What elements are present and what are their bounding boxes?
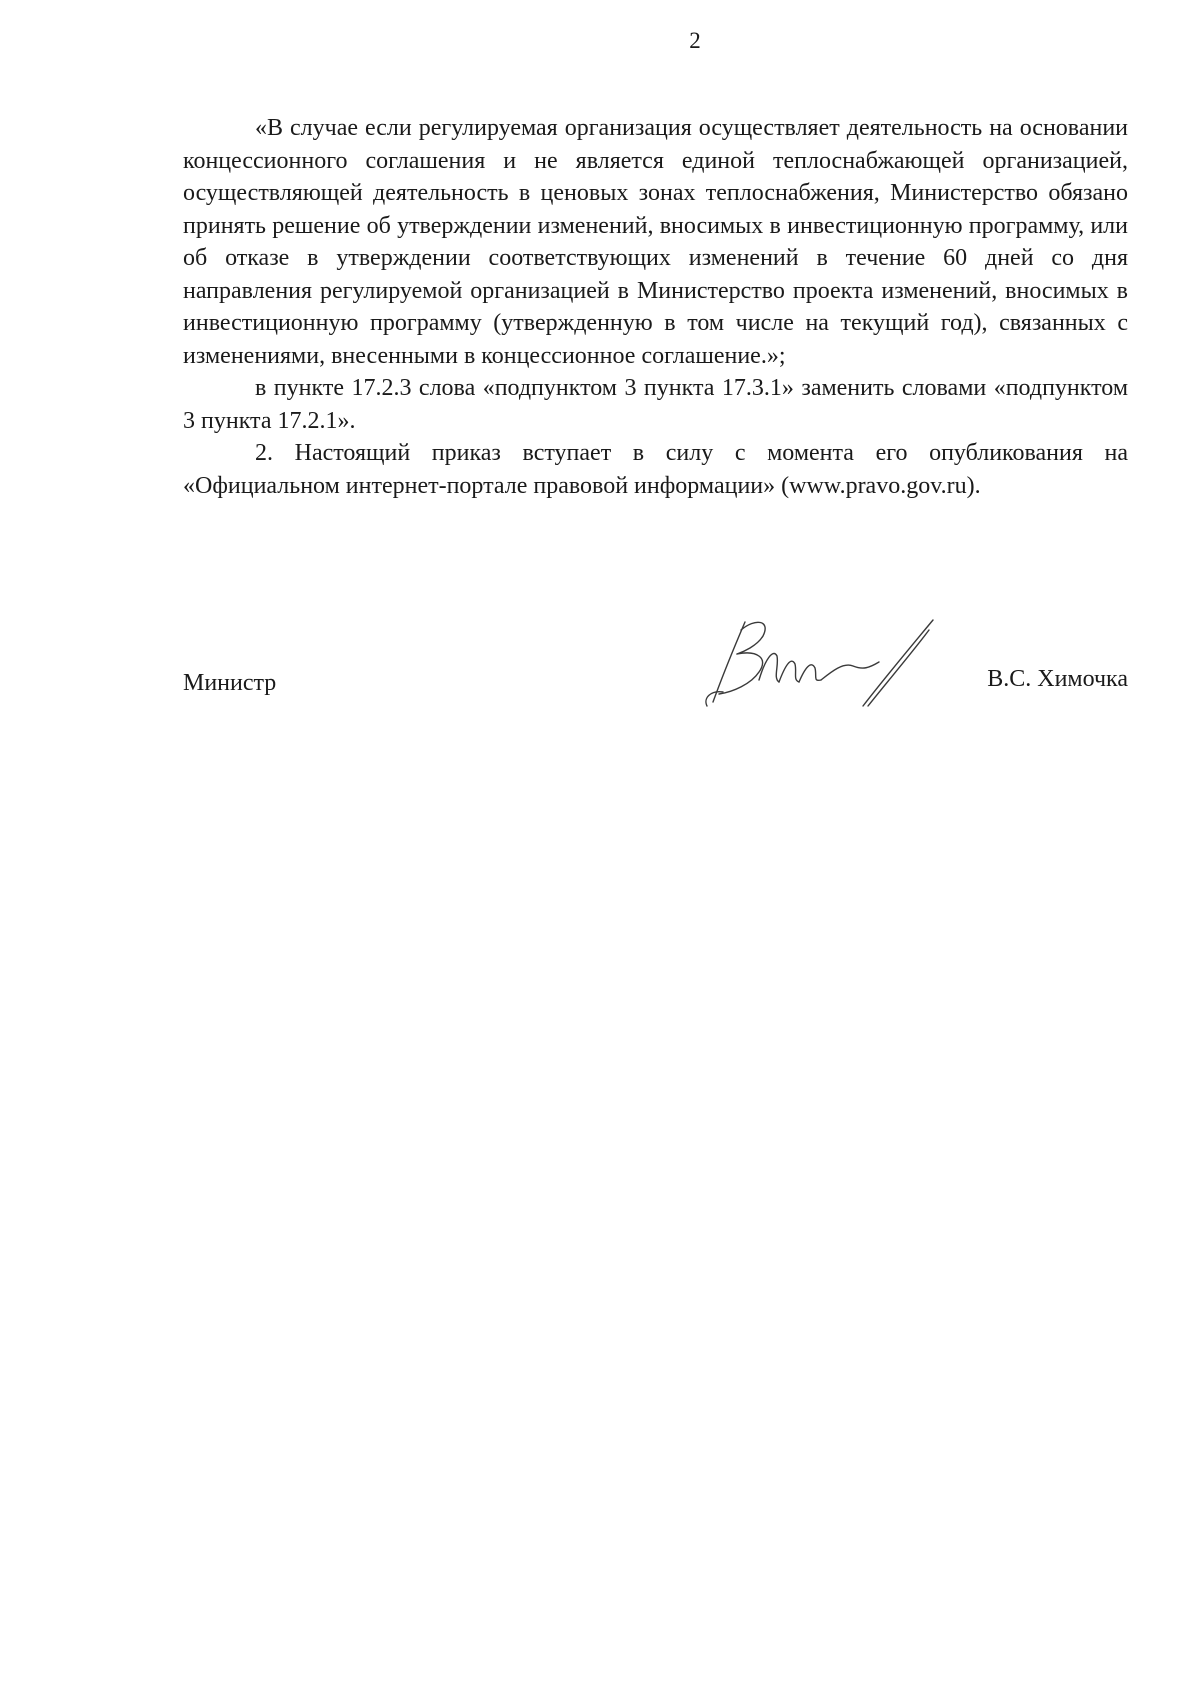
paragraph-concession-clause: «В случае если регулируемая организация осуществляет деятельность на основании концессионного соглашения и не является единой теплоснабжающей организацией, осуществляющей деятельность в ценовых зонах теплоснабжения, Министерство обязано принять решение об утверждении изменений, вносимых в инвестиционную программу, или об отказе в утверждении соответствующих изменений в течение 60 дней со дня направления регулируемой организацией в Министерство проекта изменений, вносимых в инвестиционную программу (утвержденную в том числе на текущий год), связанных с изменениями, внесенными в концессионное соглашение.»; xyxy=(183,115,1128,369)
signatory-name: В.С. Химочка xyxy=(987,666,1128,692)
handwritten-signature xyxy=(693,610,943,720)
signatory-title: Министр xyxy=(183,670,277,696)
document-body xyxy=(183,112,1128,502)
paragraph-entry-into-force: 2. Настоящий приказ вступает в силу с момента его опубликования на «Официальном интернет-портале правовой информации» (www.pravo.gov.ru). xyxy=(183,440,1128,499)
signature-block xyxy=(183,610,1128,720)
page-number: 2 xyxy=(689,28,701,53)
paragraph-amendment-17-2-3: в пункте 17.2.3 слова «подпунктом 3 пункта 17.3.1» заменить словами «подпунктом 3 пункта 17.2.1». xyxy=(183,375,1128,434)
